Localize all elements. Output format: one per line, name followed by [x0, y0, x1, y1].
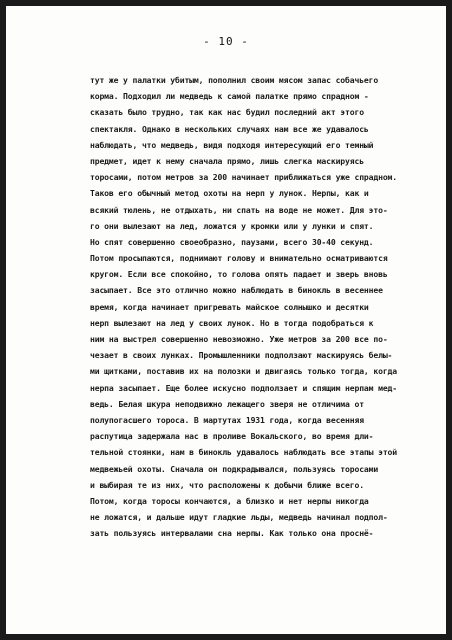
text-line: ним на выстрел совершенно невозможно. Уже метров за 200 все по- [90, 334, 388, 344]
text-line: ведь. Белая шкура неподвижно лежащего зверя не отличима от [90, 398, 364, 409]
text-line: Но спят совершенно своеобразно, паузами, всего 30-40 секунд. [90, 236, 374, 247]
text-line: наблюдать, что медведь, видя подходя интересующий его темный [90, 139, 374, 150]
text-line: Потом, когда торосы кончаются, а близко и нет нерпы никогда [90, 495, 369, 506]
text-line: тут же у палатки убитым, пополнил своим мясом запас собачьего [90, 75, 379, 85]
text-line: распутица задержала нас в проливе Вокальского, во время дли- [90, 431, 374, 442]
text-line: корма. Подходил ли медведь к самой палатке прямо спрадном - [90, 91, 369, 102]
text-line: Таков его обычный метод охоты на нерп у лунок. Нерпы, как и [90, 188, 369, 199]
text-line: время, когда начинает пригревать майское солнышко и десятки [90, 301, 369, 312]
body-text [90, 72, 444, 541]
text-line: го они вылезают на лед, ложатся у кромки или у лунки и спят. [90, 220, 374, 231]
text-line: торосами, потом метров за 200 начинает приближаться уже спрадном. [90, 172, 397, 183]
text-line: тельной стоянки, нам в бинокль удавалось наблюдать все этапы этой [90, 447, 397, 458]
text-line: кругом. Если все спокойно, то голова опять падает и зверь вновь [90, 269, 388, 280]
text-line: полупогасшего тороса. В мартутах 1931 года, когда весенняя [90, 414, 364, 425]
page-number: - 10 - [203, 35, 249, 48]
text-line: сказать было трудно, так как нас будил последний акт этого [90, 107, 364, 118]
text-line: всякий тюлень, не отдыхать, ни спать на воде не может. Для это- [90, 204, 388, 215]
text-line: ми щитками, поставив их на полозки и двигаясь только тогда, когда [90, 366, 397, 377]
text-line: Потом просыпаются, поднимают голову и внимательно осматриваются [90, 253, 388, 264]
text-line: спектакля. Однако в нескольких случаях нам все же удавалось [90, 123, 369, 134]
text-line: не ложатся, и дальше идут гладкие льды, медведь начинал подпол- [90, 512, 388, 523]
text-line: зать пользуясь интервалами сна нерпы. Как только она проснё- [90, 528, 374, 539]
text-line: нерпа засыпает. Еще более искусно подползает и спящим нерпам мед- [90, 382, 397, 393]
text-line: чезает в своих лунках. Промышленники подползают маскируясь белы- [90, 350, 393, 361]
text-line: засыпает. Все это отлично можно наблюдать в бинокль в весеннее [90, 285, 383, 296]
text-line: предмет, идет к нему сначала прямо, лишь слегка маскируясь [90, 155, 364, 166]
document-page [6, 6, 446, 634]
text-line: и выбирая те из них, что расположены к добычи ближе всего. [90, 479, 364, 490]
text-line: медвежьей охоты. Сначала он подкрадывался, пользуясь торосами [90, 463, 379, 474]
text-line: нерп вылезают на лед у своих лунок. Но в тогда подобраться к [90, 317, 374, 328]
